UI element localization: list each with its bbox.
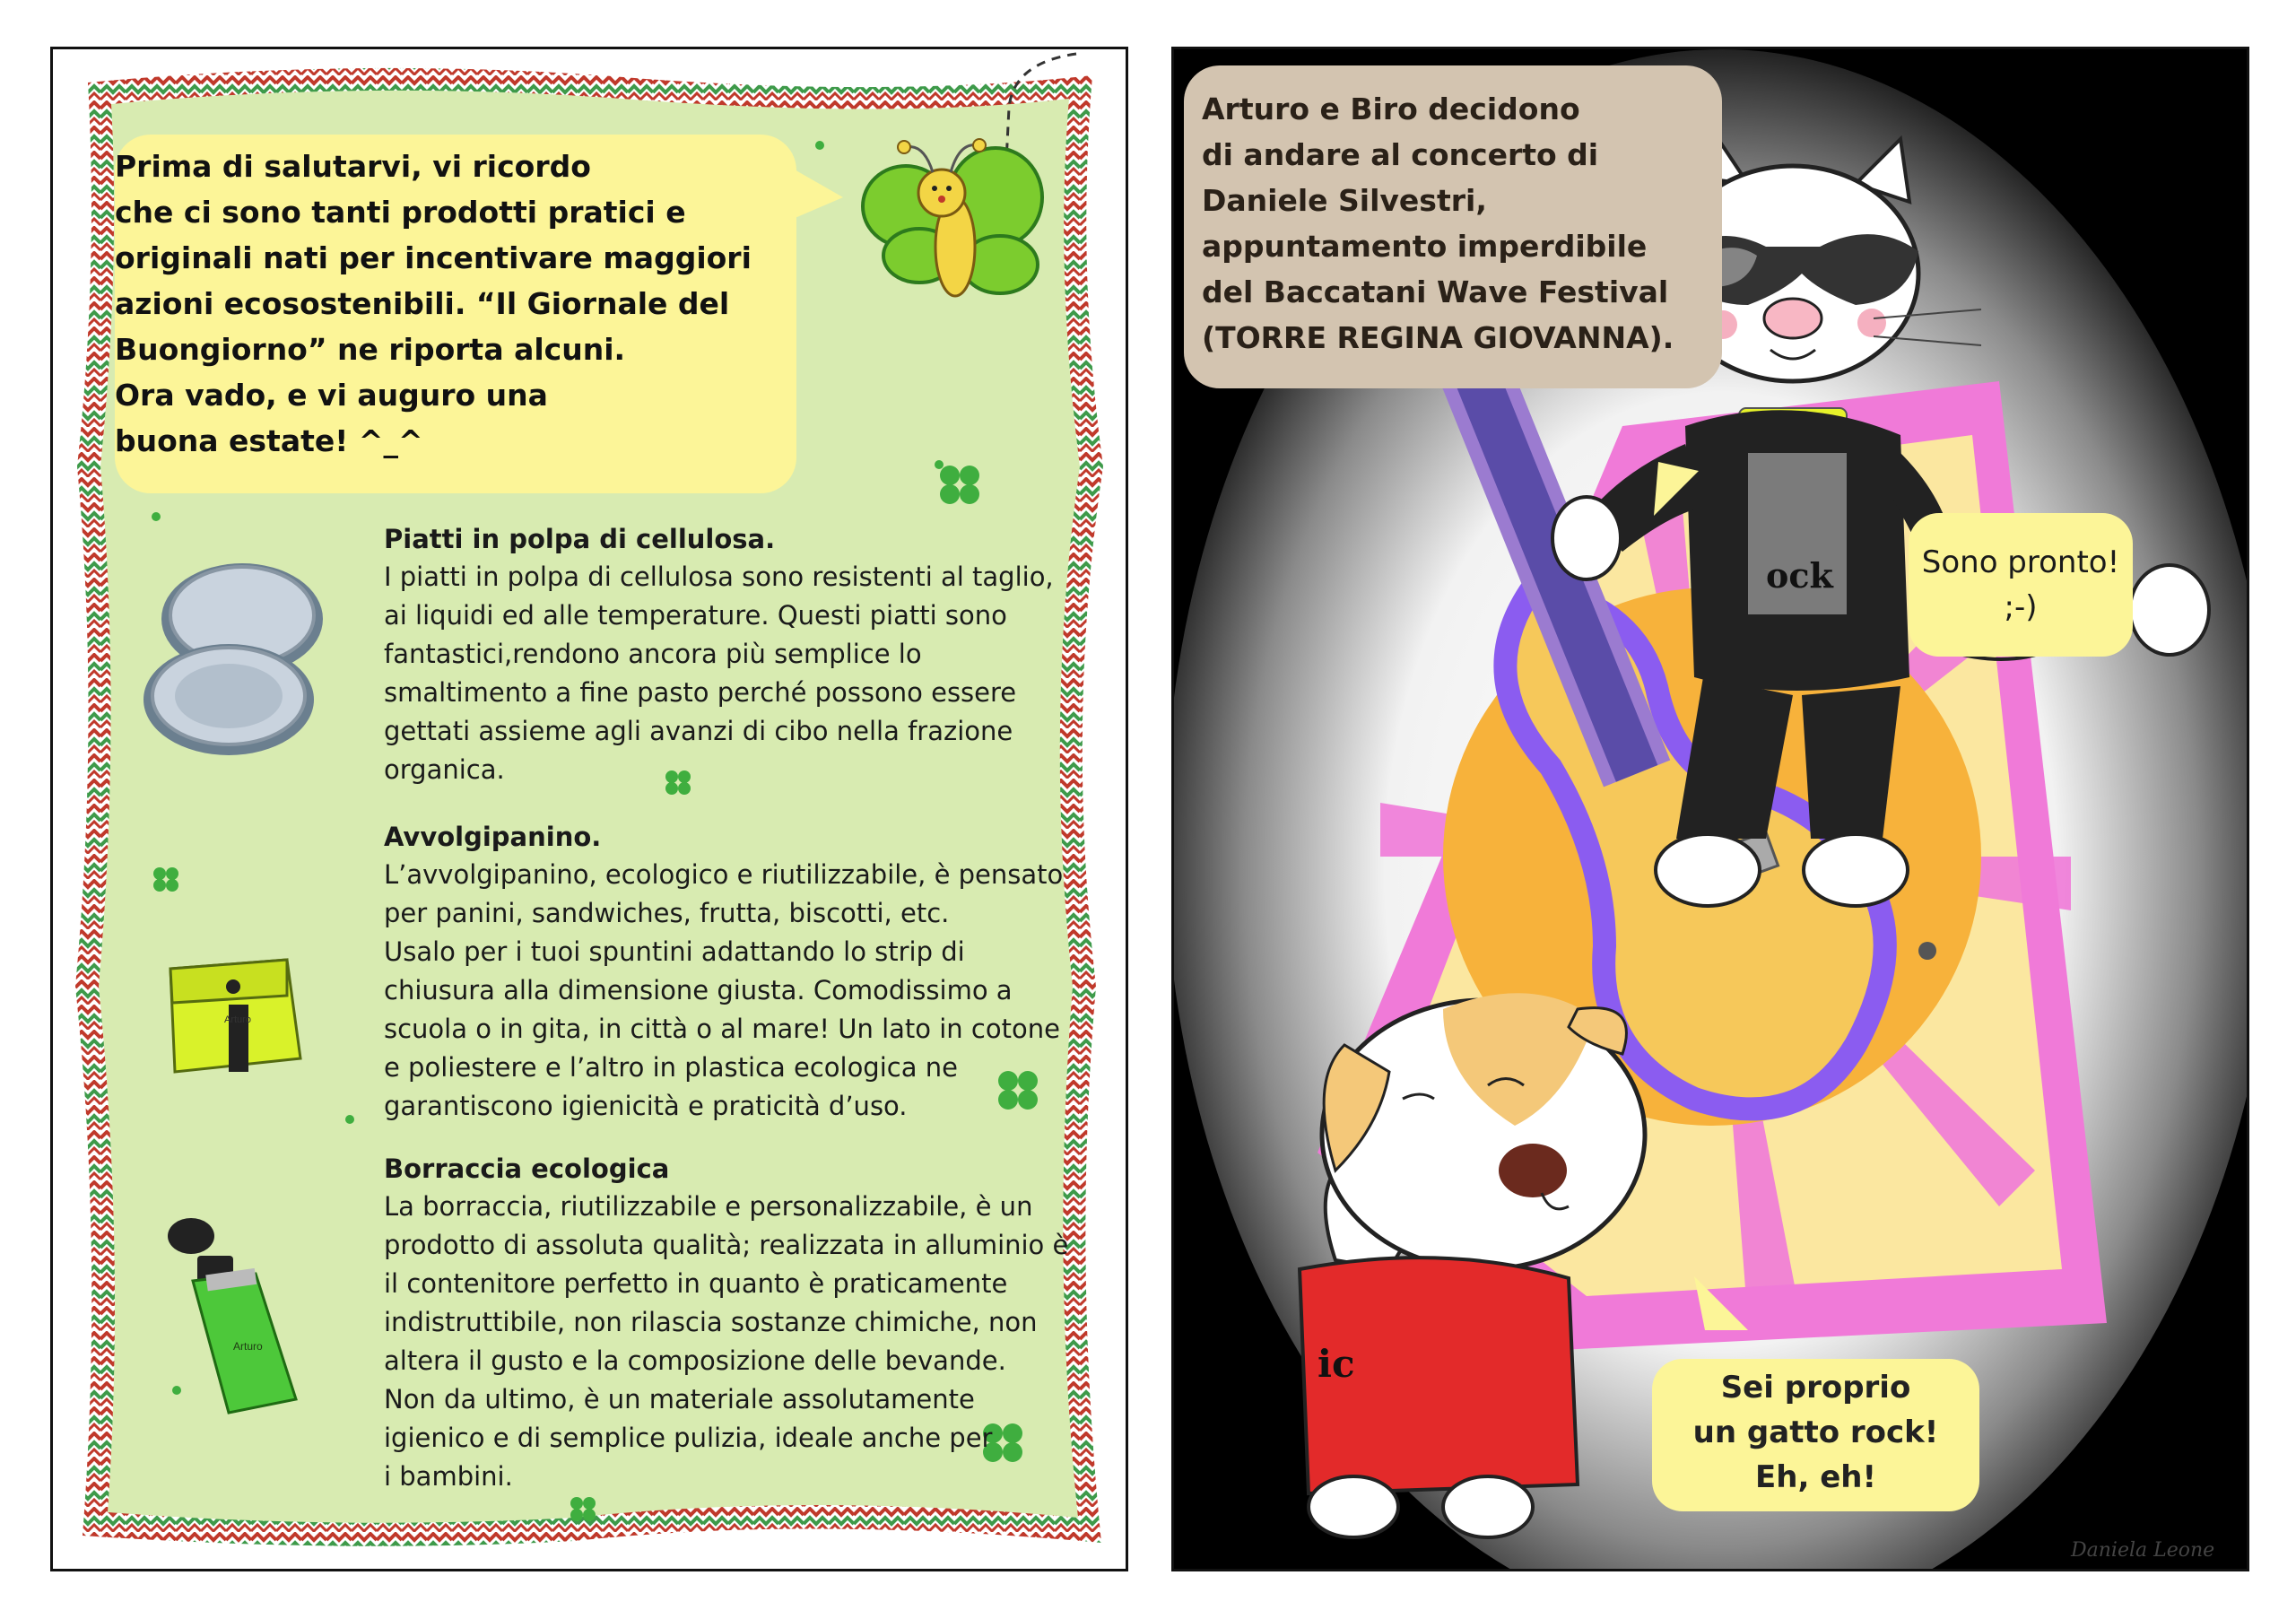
product-bottle-title: Borraccia ecologica [384,1153,670,1184]
product-sandwich-wrap [384,818,1092,1126]
cat-speech-text: Sono pronto! ;-) [1921,544,2120,625]
product-sandwich-wrap-title: Avvolgipanino. [384,822,602,852]
product-bottle-body: La borraccia, riutilizzabile e personalizzabile, è un prodotto di assoluta qualità; realizzata in alluminio è il contenitore perfetto in quanto è praticamente indistruttibile, non rilascia sostanze chimiche, non altera il gusto e la composizione delle bevande. Non da ultimo, è un materiale assolutamente igienico e di semplice pulizia, ideale anche per i bambini. [384,1191,1069,1492]
water-bottle-label: Arturo [233,1340,263,1353]
sandwich-wrap-image [152,933,314,1081]
product-plates-body: I piatti in polpa di cellulosa sono resistenti al taglio, ai liquidi ed alle temperature. Questi piatti sono fantastici,rendono ancora più semplice lo smaltimento a fine pasto perché possono essere gettati assieme agli avanzi di cibo nella frazione organica. [384,561,1054,785]
dog-speech-text: Sei proprio un gatto rock! Eh, eh! [1692,1370,1939,1495]
product-sandwich-wrap-body: L’avvolgipanino, ecologico e riutilizzabile, è pensato per panini, sandwiches, frutta, biscotti, etc. Usalo per i tuoi spuntini adattando lo strip di chiusura alla dimensione giusta. Comodissimo a scuola o in gita, in città o al mare! Un lato in cotone e poliestere e l’altro in plastica ecologica ne garantiscono igienicità e praticità d’uso. [384,859,1064,1121]
cellulose-plates-image [139,556,327,762]
caption-text: Arturo e Biro decidono di andare al concerto di Daniele Silvestri, appuntamento imperdibile del Baccatani Wave Festival (TORRE REGINA GIOVANNA). [1202,91,1674,355]
butterfly-illustration [843,135,1058,314]
dog-shirt-text: ic [1318,1342,1355,1386]
cat-shirt-text: ock [1766,555,1833,596]
artist-signature: Daniela Leone [2071,1539,2215,1562]
product-bottle [384,1150,1092,1496]
water-bottle-image [148,1202,318,1426]
product-plates-title: Piatti in polpa di cellulosa. [384,524,776,554]
intro-text: Prima di salutarvi, vi ricordo che ci sono tanti prodotti pratici e originali nati per incentivare maggiori azioni ecosostenibili. “Il Giornale del Buongiorno” ne riporta alcuni. Ora vado, e vi auguro una buona estate! ^_^ [115,149,752,458]
sandwich-wrap-label: Arturo [224,1014,251,1025]
product-plates [384,520,1092,789]
